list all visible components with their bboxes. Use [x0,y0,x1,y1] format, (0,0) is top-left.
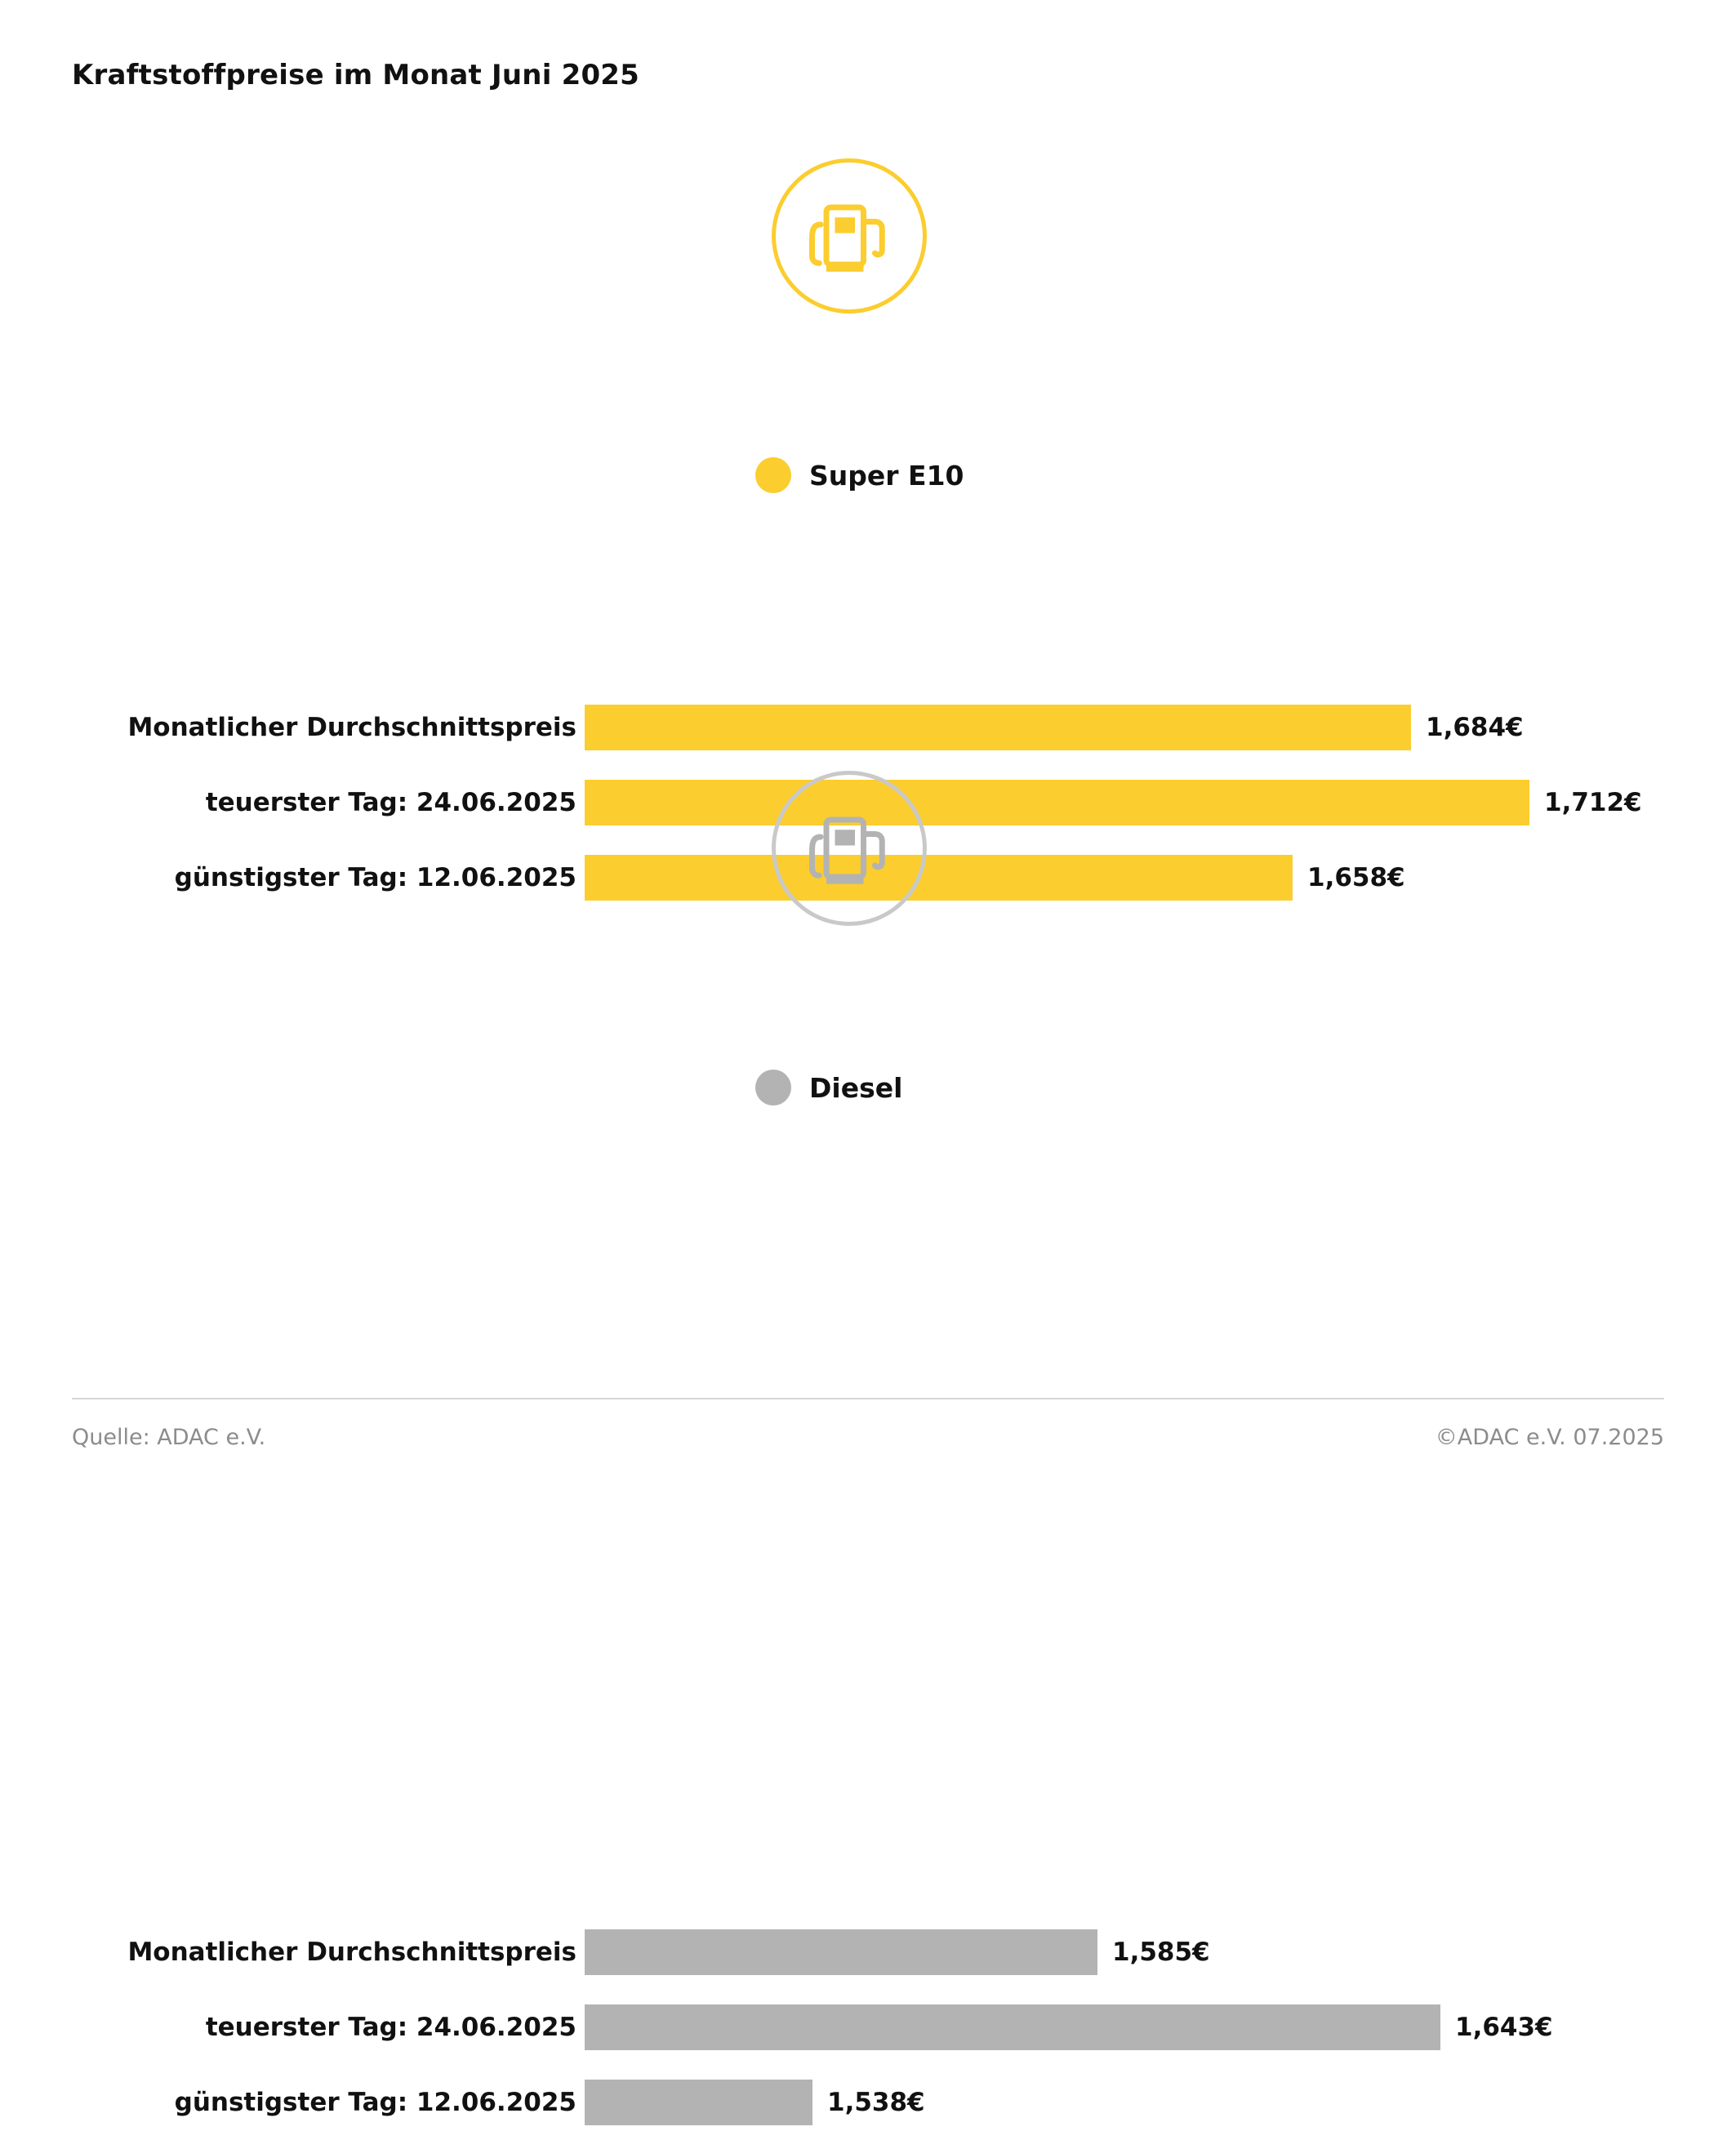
bar-value: 1,684€ [1426,713,1524,742]
legend-color-dot-diesel [755,1070,791,1106]
bar-row [0,690,1736,765]
source-text: Quelle: ADAC e.V. [72,1425,266,1450]
bar-value: 1,643€ [1455,2013,1553,2042]
copyright-text: ©ADAC e.V. 07.2025 [1435,1425,1664,1450]
bar-track [585,2004,1553,2050]
group-super-e10 [0,147,1736,892]
bar-fill [585,705,1411,750]
bar-label: Monatlicher Durchschnittspreis [127,713,576,742]
bar-label: günstigster Tag: 12.06.2025 [174,2088,576,2117]
fuel-pump-icon-circle-diesel [772,771,927,926]
legend-color-dot-super-e10 [755,457,791,493]
bar-value: 1,712€ [1544,788,1642,817]
bar-label: Monatlicher Durchschnittspreis [127,1938,576,1967]
footer [72,1425,1664,1450]
bar-label: günstigster Tag: 12.06.2025 [174,863,576,892]
bar-value: 1,585€ [1112,1938,1210,1967]
bar-value: 1,538€ [827,2088,925,2117]
group-header-diesel [0,759,1736,1104]
bar-track [585,1929,1210,1975]
bar-track [585,2080,925,2125]
legend-diesel [755,1070,902,1106]
bar-row [0,1990,1736,2065]
bar-track [585,705,1524,750]
legend-super-e10 [755,457,964,493]
bar-list-diesel [0,1915,1736,2140]
bar-value: 1,658€ [1307,863,1405,892]
footer-divider [72,1398,1664,1399]
bar-label: teuerster Tag: 24.06.2025 [205,2013,576,2042]
group-header-super-e10 [0,147,1736,492]
bar-fill [585,2004,1440,2050]
bar-fill [585,1929,1097,1975]
legend-label-super-e10: Super E10 [809,459,964,492]
bar-row [0,1915,1736,1990]
page-title: Kraftstoffpreise im Monat Juni 2025 [72,59,640,91]
bar-label: teuerster Tag: 24.06.2025 [205,788,576,817]
fuel-pump-icon-circle-super-e10 [772,158,927,314]
bar-row [0,2065,1736,2140]
bar-fill [585,2080,812,2125]
legend-label-diesel: Diesel [809,1071,903,1104]
